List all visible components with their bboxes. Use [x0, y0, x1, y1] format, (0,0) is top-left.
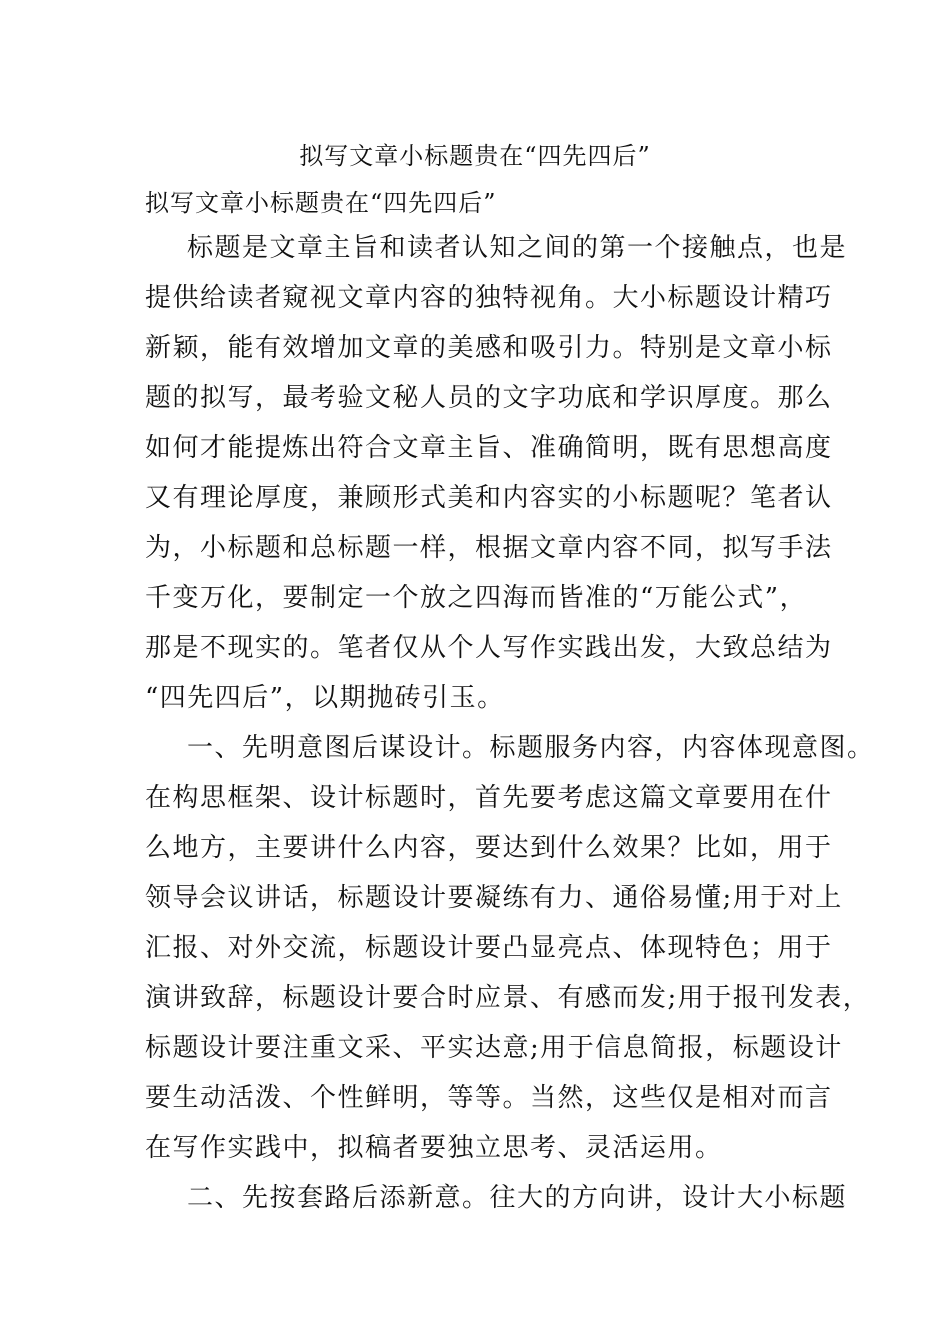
- paragraph-line: 那是不现实的。笔者仅从个人写作实践出发，大致总结为: [145, 633, 833, 663]
- paragraph-line: 提供给读者窥视文章内容的独特视角。大小标题设计精巧: [145, 283, 833, 313]
- paragraph-line: 千变万化，要制定一个放之四海而皆准的“万能公式”，: [145, 583, 808, 613]
- paragraph-line: 汇报、对外交流，标题设计要凸显亮点、体现特色；用于: [145, 933, 833, 963]
- paragraph-line: 新颖，能有效增加文章的美感和吸引力。特别是文章小标: [145, 333, 833, 363]
- paragraph-line: 又有理论厚度，兼顾形式美和内容实的小标题呢？笔者认: [145, 483, 833, 513]
- paragraph-line: 要生动活泼、个性鲜明，等等。当然，这些仅是相对而言: [145, 1083, 833, 1113]
- paragraph-line: 如何才能提炼出符合文章主旨、准确简明，既有思想高度: [145, 433, 833, 463]
- paragraph-line: 在写作实践中，拟稿者要独立思考、灵活运用。: [145, 1133, 723, 1163]
- paragraph-line: 标题设计要注重文采、平实达意;用于信息简报，标题设计: [145, 1033, 843, 1063]
- paragraph-line: 题的拟写，最考验文秘人员的文字功底和学识厚度。那么: [145, 383, 833, 413]
- paragraph-line: 在构思框架、设计标题时，首先要考虑这篇文章要用在什: [145, 783, 833, 813]
- paragraph-line: “四先四后”，以期抛砖引玉。: [145, 683, 505, 713]
- paragraph-line: 领导会议讲话，标题设计要凝练有力、通俗易懂;用于对上: [145, 883, 843, 913]
- paragraph-line: 为，小标题和总标题一样，根据文章内容不同，拟写手法: [145, 533, 833, 563]
- paragraph-line: 标题是文章主旨和读者认知之间的第一个接触点，也是: [187, 233, 848, 263]
- paragraph-line: 二、先按套路后添新意。往大的方向讲，设计大小标题: [187, 1183, 848, 1213]
- paragraph-line: 演讲致辞，标题设计要合时应景、有感而发;用于报刊发表，: [145, 983, 871, 1013]
- document-title: 拟写文章小标题贵在“四先四后”: [299, 142, 651, 170]
- paragraph-line: 一、先明意图后谋设计。标题服务内容，内容体现意图。: [187, 733, 875, 763]
- paragraph-line: 么地方，主要讲什么内容，要达到什么效果？比如，用于: [145, 833, 833, 863]
- document-subtitle: 拟写文章小标题贵在“四先四后”: [145, 189, 497, 217]
